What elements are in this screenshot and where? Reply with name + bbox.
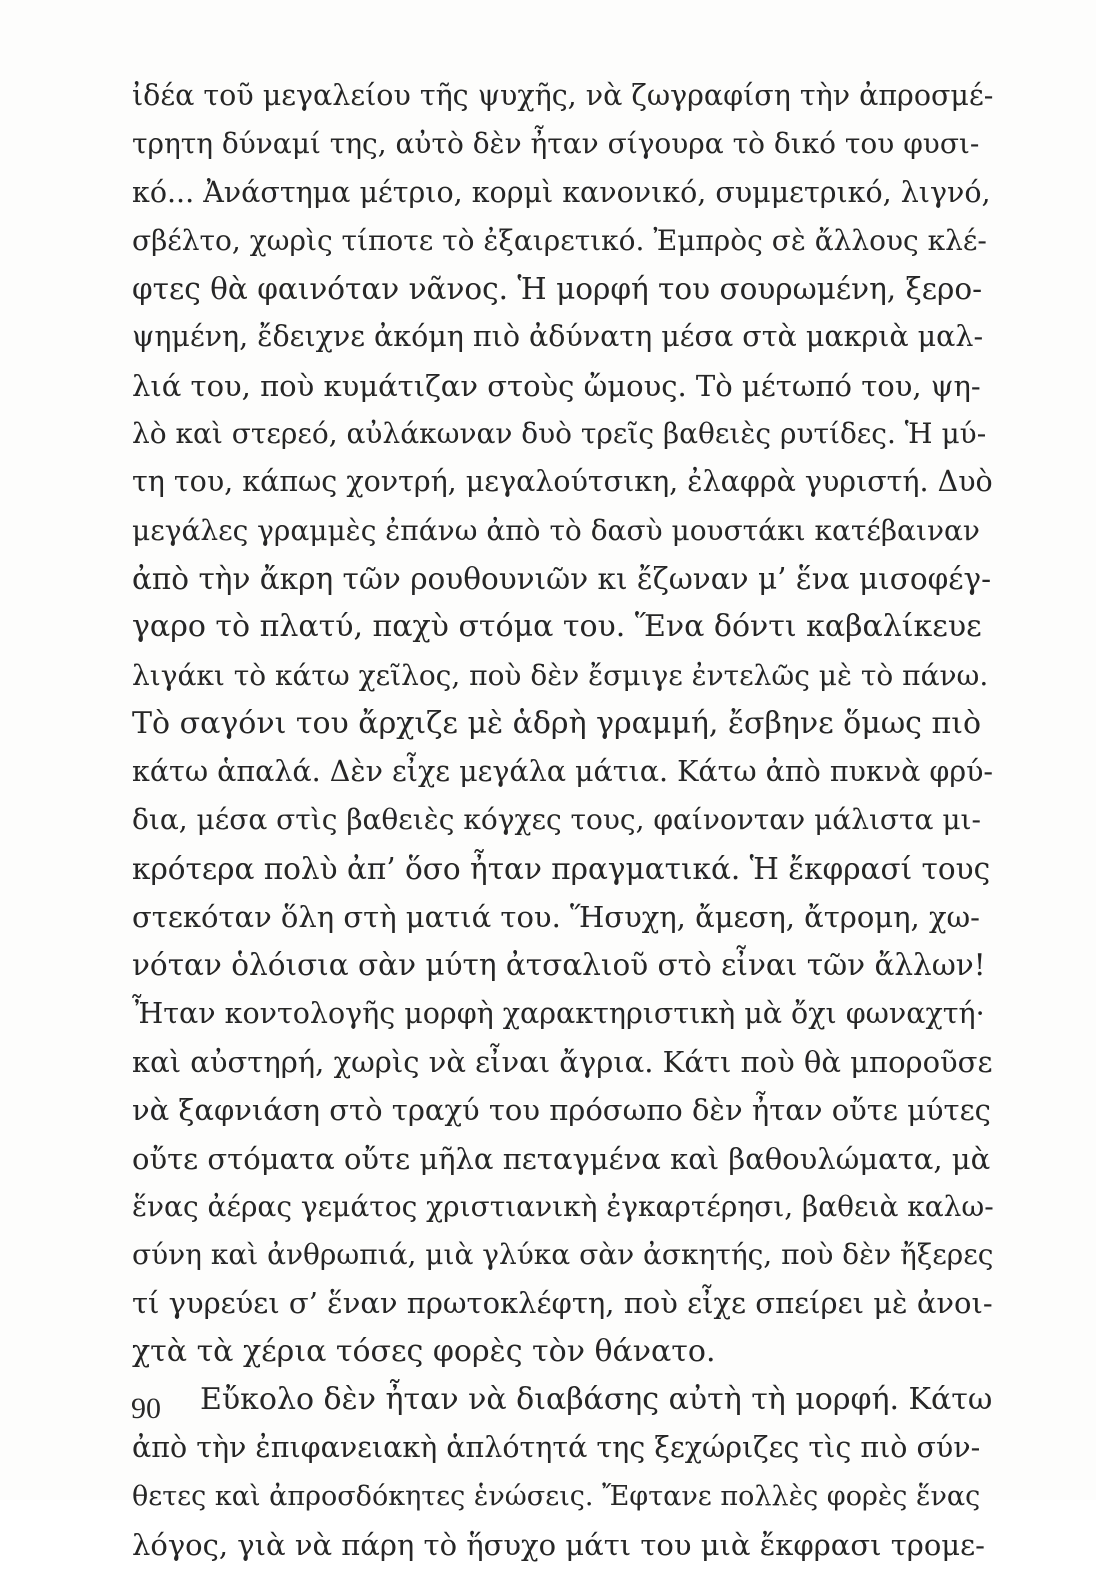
text-line: κρότερα πολὺ ἀπ’ ὅσο ἦταν πραγματικά. Ἡ ἔκφρασί τους <box>132 851 991 886</box>
text-line: τη του, κάπως χοντρή, μεγαλούτσικη, ἐλαφρὰ γυριστή. Δυὸ <box>132 465 993 499</box>
text-line: ἕνας ἀέρας γεμάτος χριστιανικὴ ἐγκαρτέρησι, βαθειὰ καλω- <box>132 1189 994 1223</box>
text-line: ἰδέα τοῦ μεγαλείου τῆς ψυχῆς, νὰ ζωγραφίση τὴν ἀπροσμέ- <box>132 79 994 112</box>
text-line: στεκόταν ὅλη στὴ ματιά του. Ἥσυχη, ἄμεση, ἄτρομη, χω- <box>132 900 980 935</box>
text-line: χτὰ τὰ χέρια τόσες φορὲς τὸν θάνατο. <box>132 1333 716 1369</box>
text-line: τί γυρεύει σ’ ἕναν πρωτοκλέφτη, ποὺ εἶχε σπείρει μὲ ἀνοι- <box>132 1286 993 1321</box>
text-line: σύνη καὶ ἀνθρωπιά, μιὰ γλύκα σὰν ἀσκητής, ποὺ δὲν ἤξερες <box>132 1238 994 1272</box>
text-line: καὶ αὐστηρή, χωρὶς νὰ εἶναι ἄγρια. Κάτι ποὺ θὰ μποροῦσε <box>132 1044 993 1079</box>
text-line: ἀπὸ τὴν ἐπιφανειακὴ ἁπλότητά της ξεχώριζες τὶς πιὸ σύν- <box>132 1431 981 1465</box>
text-line: ψημένη, ἔδειχνε ἀκόμη πιὸ ἀδύνατη μέσα στὰ μακριὰ μαλ- <box>132 320 984 354</box>
text-line: οὔτε στόματα οὔτε μῆλα πεταγμένα καὶ βαθουλώματα, μὰ <box>132 1141 991 1176</box>
text-line: κό... Ἀνάστημα μέτριο, κορμὶ κανονικό, συμμετρικό, λιγνό, <box>132 175 991 209</box>
text-line: λὸ καὶ στερεό, αὐλάκωναν δυὸ τρεῖς βαθειὲς ρυτίδες. Ἡ μύ- <box>132 417 987 451</box>
text-line: κάτω ἁπαλά. Δὲν εἶχε μεγάλα μάτια. Κάτω ἀπὸ πυκνὰ φρύ- <box>132 755 994 789</box>
text-line: σβέλτο, χωρὶς τίποτε τὸ ἐξαιρετικό. Ἐμπρὸς σὲ ἄλλους κλέ- <box>132 223 987 257</box>
text-line: μεγάλες γραμμὲς ἐπάνω ἀπὸ τὸ δασὺ μουστάκι κατέβαιναν <box>132 513 980 547</box>
text-line: δια, μέσα στὶς βαθειὲς κόγχες τους, φαίνονταν μάλιστα μι- <box>132 803 981 837</box>
paragraph-first-line: Εὔκολο δὲν ἦταν νὰ διαβάσης αὐτὴ τὴ μορφή. Κάτω <box>200 1382 993 1418</box>
text-line: ἀπὸ τὴν ἄκρη τῶν ρουθουνιῶν κι ἔζωναν μ’ ἕνα μισοφέγ- <box>132 561 992 596</box>
body-text <box>132 72 994 1569</box>
text-line: νὰ ξαφνιάση στὸ τραχύ του πρόσωπο δὲν ἦταν οὔτε μύτες <box>132 1093 991 1128</box>
text-line: γαρο τὸ πλατύ, παχὺ στόμα του. Ἕνα δόντι καβαλίκευε <box>132 609 982 645</box>
page-number: 90 <box>131 1392 161 1425</box>
text-line: φτες θὰ φαινόταν νᾶνος. Ἡ μορφή του σουρωμένη, ξερο- <box>132 272 983 307</box>
text-line: Τὸ σαγόνι του ἄρχιζε μὲ ἁδρὴ γραμμή, ἔσβηνε ὅμως πιὸ <box>132 705 982 741</box>
text-line: νόταν ὁλόισια σὰν μύτη ἀτσαλιοῦ στὸ εἶναι τῶν ἄλλων! <box>132 948 986 983</box>
text-line: λόγος, γιὰ νὰ πάρη τὸ ἥσυχο μάτι του μιὰ ἔκφρασι τρομε- <box>132 1527 985 1562</box>
text-line: τρητη δύναμί της, αὐτὸ δὲν ἦταν σίγουρα τὸ δικό του φυσι- <box>132 127 980 161</box>
text-line: λιγάκι τὸ κάτω χεῖλος, ποὺ δὲν ἔσμιγε ἐντελῶς μὲ τὸ πάνω. <box>132 658 989 692</box>
text-line: Ἦταν κοντολογῆς μορφὴ χαρακτηριστικὴ μὰ ὄχι φωναχτή· <box>132 996 985 1030</box>
text-line: λιά του, ποὺ κυμάτιζαν στοὺς ὤμους. Τὸ μέτωπό του, ψη- <box>132 368 981 403</box>
text-line: θετες καὶ ἀπροσδόκητες ἑνώσεις. Ἔφτανε πολλὲς φορὲς ἕνας <box>132 1480 981 1512</box>
